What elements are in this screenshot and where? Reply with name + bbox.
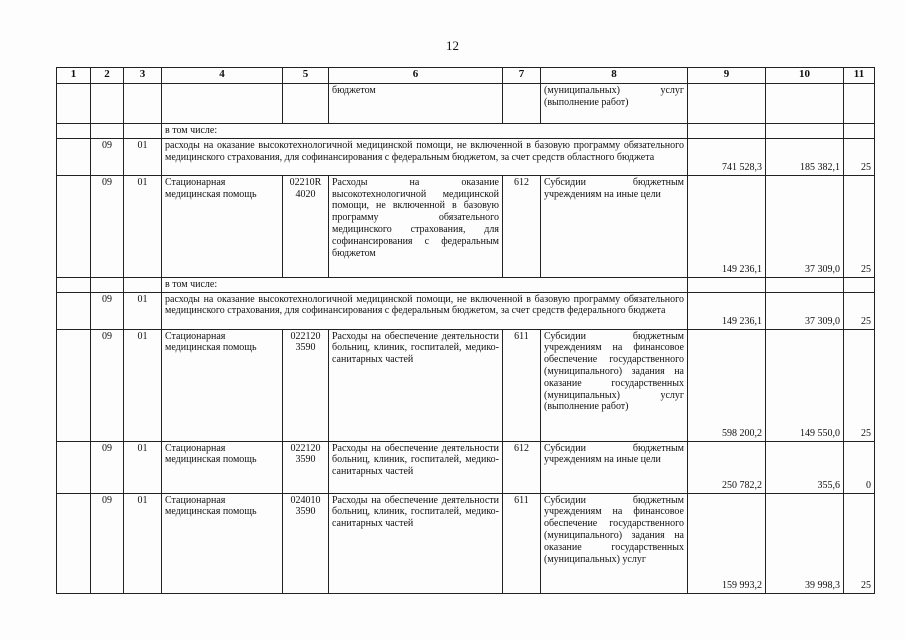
col-header: 2: [91, 68, 124, 84]
expense-code: 612: [503, 175, 541, 277]
table-row: [57, 493, 875, 593]
target-item: Стационарная медицинская помощь: [162, 441, 283, 493]
target-item: Стационарная медицинская помощь: [162, 175, 283, 277]
expense-type: Субсидии бюджетным учреждениям на финансовое обеспечение государственного (муниципального) задания на оказание государственных (муниципальных) услуг (выполнение работ): [541, 329, 688, 441]
amount-col11: 25: [844, 175, 875, 277]
expense-type: Субсидии бюджетным учреждениям на финансовое обеспечение государственного (муниципального) задания на оказание государственных (муниципальных) услуг: [541, 493, 688, 593]
section-code: 09: [91, 493, 124, 593]
expense-type: Субсидии бюджетным учреждениям на иные цели: [541, 175, 688, 277]
expense-description: Расходы на обеспечение деятельности больниц, клиник, госпиталей, медико-санитарных частей: [329, 329, 503, 441]
col-header: 11: [844, 68, 875, 84]
subsection-code: 01: [124, 493, 162, 593]
table-row: [57, 441, 875, 493]
target-code: 02210R 4020: [283, 175, 329, 277]
col-header: 10: [766, 68, 844, 84]
amount-col11: 25: [844, 138, 875, 175]
table-row: [57, 175, 875, 277]
subtotal-description: расходы на оказание высокотехнологичной медицинской помощи, не включенной в базовую программу обязательного медицинского страхования, для софинансирования с федеральным бюджетом, за счет средств областного бюджета: [162, 138, 688, 175]
section-code: 09: [91, 329, 124, 441]
expense-description: бюджетом: [329, 84, 503, 124]
amount-col10: 37 309,0: [766, 292, 844, 329]
amount-col9: 149 236,1: [688, 292, 766, 329]
col-header: 1: [57, 68, 91, 84]
col-header: 5: [283, 68, 329, 84]
expense-description: Расходы на обеспечение деятельности больниц, клиник, госпиталей, медико-санитарных частей: [329, 493, 503, 593]
col-header: 4: [162, 68, 283, 84]
amount-col9: 250 782,2: [688, 441, 766, 493]
target-item: Стационарная медицинская помощь: [162, 493, 283, 593]
target-item: Стационарная медицинская помощь: [162, 329, 283, 441]
subsection-code: 01: [124, 292, 162, 329]
table-row: [57, 124, 875, 139]
subsection-code: 01: [124, 175, 162, 277]
budget-table: [56, 67, 875, 594]
subsection-code: 01: [124, 441, 162, 493]
expense-type: Субсидии бюджетным учреждениям на иные цели: [541, 441, 688, 493]
col-header: 6: [329, 68, 503, 84]
target-code: 022120 3590: [283, 329, 329, 441]
amount-col10: 39 998,3: [766, 493, 844, 593]
expense-code: 612: [503, 441, 541, 493]
table-row: [57, 138, 875, 175]
amount-col11: 25: [844, 329, 875, 441]
amount-col10: 149 550,0: [766, 329, 844, 441]
table-header-row: [57, 68, 875, 84]
col-header: 3: [124, 68, 162, 84]
expense-description: Расходы на оказание высокотехнологичной медицинской помощи, не включенной в базовую программу обязательного медицинского страхования, для софинансирования с федеральным бюджетом: [329, 175, 503, 277]
amount-col11: 25: [844, 292, 875, 329]
section-code: 09: [91, 441, 124, 493]
section-code: 09: [91, 138, 124, 175]
expense-code: 611: [503, 329, 541, 441]
col-header: 9: [688, 68, 766, 84]
amount-col9: 741 528,3: [688, 138, 766, 175]
page-number: 12: [446, 38, 459, 53]
including-label: в том числе:: [162, 277, 688, 292]
including-label: в том числе:: [162, 124, 688, 139]
subsection-code: 01: [124, 329, 162, 441]
col-header: 7: [503, 68, 541, 84]
expense-code: 611: [503, 493, 541, 593]
table-row: [57, 329, 875, 441]
target-code: 022120 3590: [283, 441, 329, 493]
table-row: [57, 292, 875, 329]
amount-col9: 149 236,1: [688, 175, 766, 277]
amount-col10: 355,6: [766, 441, 844, 493]
target-code: 024010 3590: [283, 493, 329, 593]
amount-col10: 185 382,1: [766, 138, 844, 175]
amount-col9: 159 993,2: [688, 493, 766, 593]
amount-col11: 25: [844, 493, 875, 593]
amount-col10: 37 309,0: [766, 175, 844, 277]
table-row: [57, 84, 875, 124]
subsection-code: 01: [124, 138, 162, 175]
table-row: [57, 277, 875, 292]
amount-col11: 0: [844, 441, 875, 493]
expense-type: (муниципальных) услуг (выполнение работ): [541, 84, 688, 124]
col-header: 8: [541, 68, 688, 84]
expense-description: Расходы на обеспечение деятельности больниц, клиник, госпиталей, медико-санитарных частей: [329, 441, 503, 493]
amount-col9: 598 200,2: [688, 329, 766, 441]
subtotal-description: расходы на оказание высокотехнологичной медицинской помощи, не включенной в базовую программу обязательного медицинского страхования, для софинансирования с федеральным бюджетом, за счет средств федерального бюджета: [162, 292, 688, 329]
section-code: 09: [91, 175, 124, 277]
section-code: 09: [91, 292, 124, 329]
